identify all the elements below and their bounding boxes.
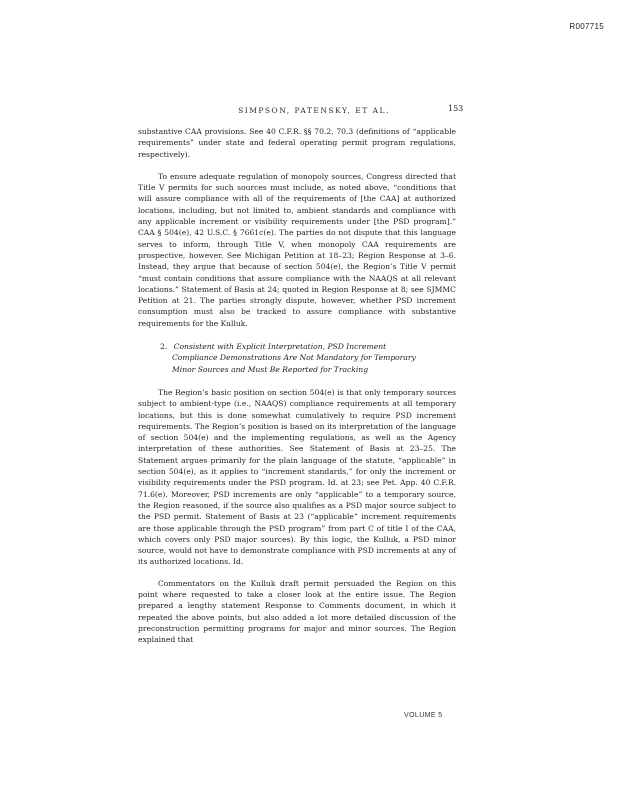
paragraph: Commentators on the Kulluk draft permit persuaded the Region on this point where requested to take a closer look at the entire issue. The Region prepared a lengthy statement Response to Comments document, in which it repeated the above points, but also added a lot more detailed discussion of the preconstruction permitting programs for major and minor sources. The Region explained that bbox=[138, 578, 456, 645]
paragraph: To ensure adequate regulation of monopoly sources, Congress directed that Title V permits for such sources must include, as noted above, “conditions that will assure compliance with all of the requirements of [the CAA] at authorized locations, including, but not limited to, ambient standards and compliance with any applicable increment or visibility requirements under [the PSD program].” CAA § 504(e), 42 U.S.C. § 7661c(e). The parties do not dispute that this language serves to inform, through Title V, when monopoly CAA requirements are prospective, however. See Michigan Petition at 18–23; Region Response at 3–6. Instead, they argue that because of section 504(e), the Region’s Title V permit “must contain conditions that assure compliance with the NAAQS at all relevant locations.” Statement of Basis at 24; quoted in Region Response at 8; see SJMMC Petition at 21. The parties strongly dispute, however, whether PSD increment consumption must also be tracked to assure compliance with substantive requirements for the Kulluk. bbox=[138, 171, 456, 328]
page-number: 153 bbox=[448, 104, 464, 113]
footer-code: VOLUME 5 bbox=[404, 712, 443, 719]
paragraph: The Region’s basic position on section 504(e) is that only temporary sources subject to ambient-type (i.e., NAAQS) compliance requirements at all temporary locations, but this is done somewhat cumulatively to require PSD increment requirements. The Region’s position is based on its interpretation of the language of section 504(e) and the implementing regulations, as well as the Agency interpretation of these authorities. See Statement of Basis at 23–25. The Statement argues primarily for the plain language of the statute, “applicable” in section 504(e), as it applies to “increment standards,” for only the increment or visibility requirements under the PSD program. Id. at 23; see Pet. App. 40 C.F.R. 71.6(e). Moreover, PSD increments are only “applicable” to a temporary source, the Region reasoned, if the source also qualifies as a PSD major source subject to the PSD permit. Statement of Basis at 23 (“applicable” increment requirements are those applicable through the PSD program” from part C of title I of the CAA, which covers only PSD major sources). By this logic, the Kulluk, a PSD minor source, would not have to demonstrate compliance with PSD increments at any of its authorized locations. Id. bbox=[138, 387, 456, 567]
running-head: SIMPSON, PATENSKY, ET AL. bbox=[238, 106, 390, 115]
section-heading-number: 2. bbox=[160, 342, 168, 352]
document-id: R007715 bbox=[569, 22, 604, 31]
section-heading-text: Consistent with Explicit Interpretation, PSD Increment Compliance Demonstrations Are Not Mandatory for Temporary Minor Sources and Must Be Reported for Tracking bbox=[172, 342, 416, 374]
section-heading bbox=[160, 341, 430, 375]
paragraph-continued: substantive CAA provisions. See 40 C.F.R. §§ 70.2, 70.3 (definitions of “applicable requirements” under state and federal operating permit program regulations, respectively). bbox=[138, 127, 456, 159]
body-text bbox=[138, 126, 456, 645]
